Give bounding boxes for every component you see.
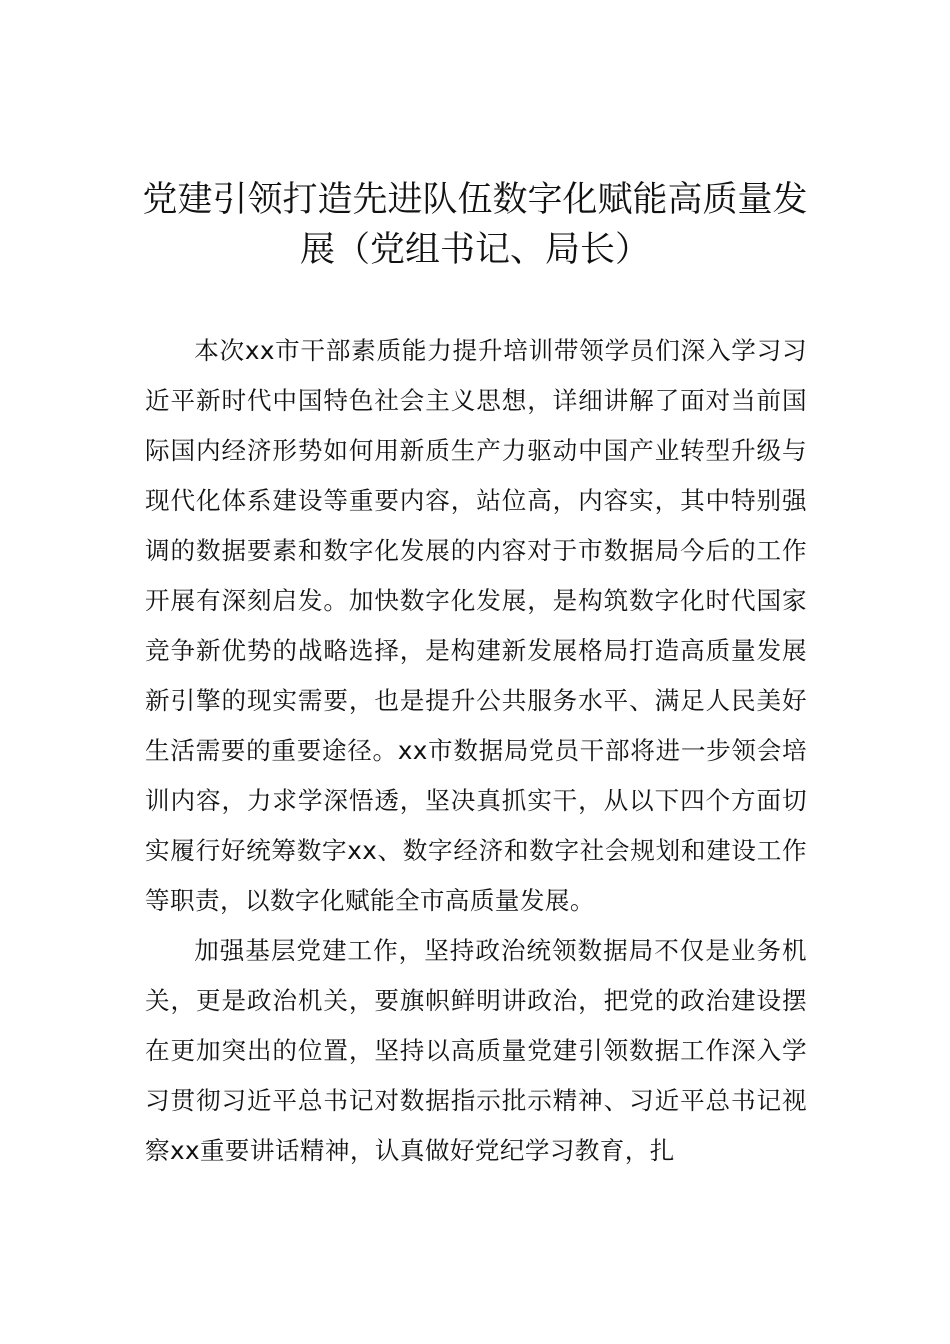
- document-title: 党建引领打造先进队伍数字化赋能高质量发展（党组书记、局长）: [142, 180, 808, 270]
- document-body: [145, 326, 807, 1176]
- paragraph-intro: 本次xx市干部素质能力提升培训带领学员们深入学习习近平新时代中国特色社会主义思想，详细讲解了面对当前国际国内经济形势如何用新质生产力驱动中国产业转型升级与现代化体系建设等重要内容，站位高，内容实，其中特别强调的数据要素和数字化发展的内容对于市数据局今后的工作开展有深刻启发。加快数字化发展，是构筑数字化时代国家竞争新优势的战略选择，是构建新发展格局打造高质量发展新引擎的现实需要，也是提升公共服务水平、满足人民美好生活需要的重要途径。xx市数据局党员干部将进一步领会培训内容，力求学深悟透，坚决真抓实干，从以下四个方面切实履行好统筹数字xx、数字经济和数字社会规划和建设工作等职责，以数字化赋能全市高质量发展。: [145, 336, 807, 915]
- paragraph-party-building: 加强基层党建工作，坚持政治统领数据局不仅是业务机关，更是政治机关，要旗帜鲜明讲政治，把党的政治建设摆在更加突出的位置，坚持以高质量党建引领数据工作深入学习贯彻习近平总书记对数据指示批示精神、习近平总书记视察xx重要讲话精神，认真做好党纪学习教育，扎: [145, 936, 807, 1165]
